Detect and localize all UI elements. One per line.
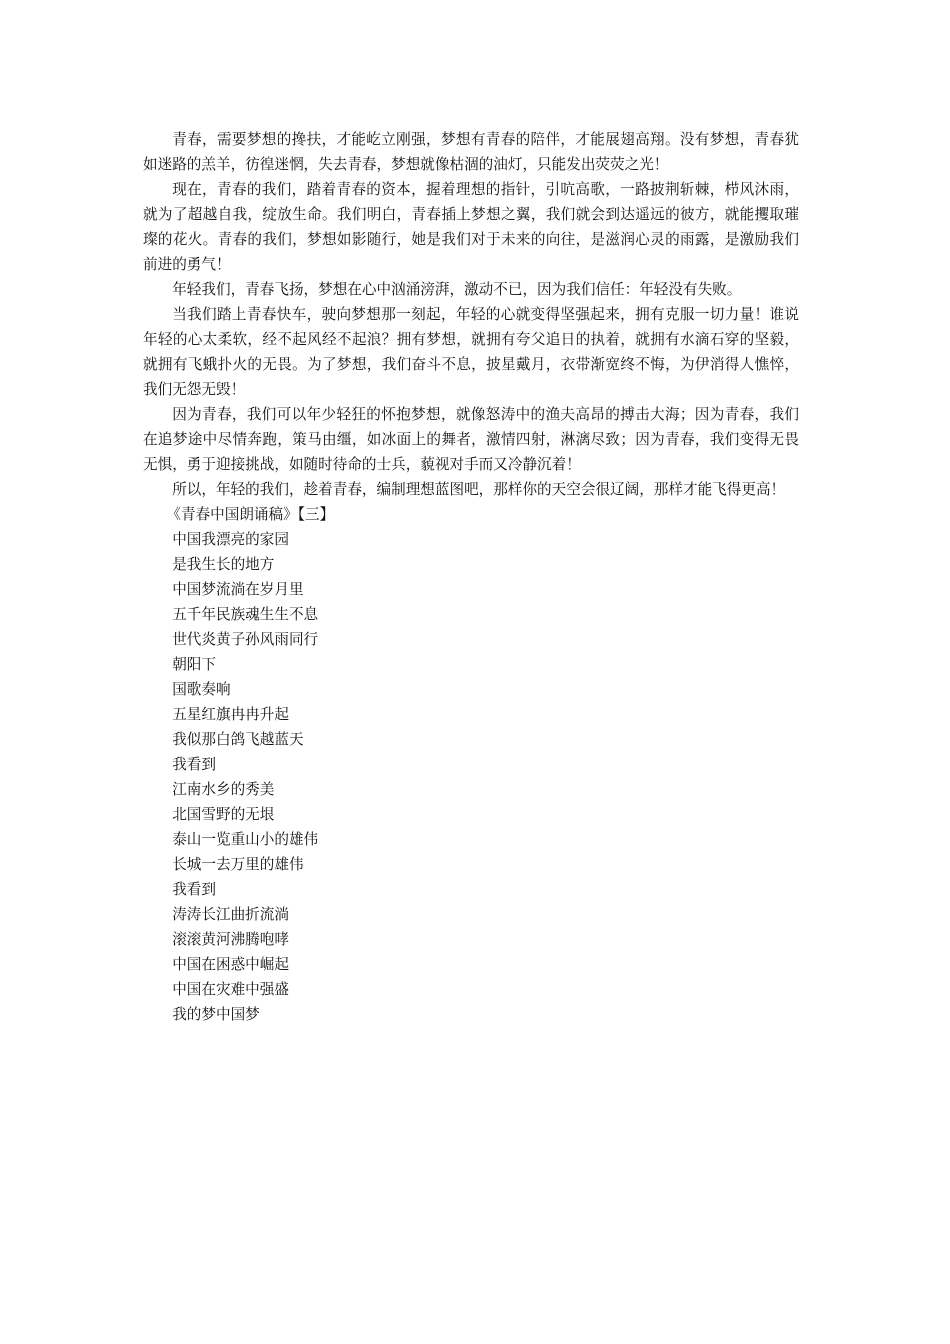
poem-line: 中国在困惑中崛起	[172, 956, 289, 973]
poem-line: 世代炎黄子孙风雨同行	[172, 631, 319, 648]
document-body	[143, 127, 799, 1027]
poem-line: 中国我漂亮的家园	[172, 531, 289, 548]
poem-line: 泰山一览重山小的雄伟	[172, 831, 319, 848]
paragraph: 因为青春，我们可以年少轻狂的怀抱梦想，就像怒涛中的渔夫高昂的搏击大海；因为青春，我们在追梦途中尽情奔跑，策马由缰，如冰面上的舞者，激情四射，淋漓尽致；因为青春，我们变得无畏无惧，勇于迎接挑战，如随时待命的士兵，藐视对手而又冷静沉着！	[143, 406, 799, 473]
poem-line: 五千年民族魂生生不息	[172, 606, 319, 623]
paragraph: 现在，青春的我们，踏着青春的资本，握着理想的指针，引吭高歌，一路披荆斩棘，栉风沐雨，就为了超越自我，绽放生命。我们明白，青春插上梦想之翼，我们就会到达遥远的彼方，就能攫取璀璨的花火。青春的我们，梦想如影随行，她是我们对于未来的向往，是滋润心灵的雨露，是激励我们前进的勇气！	[143, 181, 799, 273]
poem-line: 中国在灾难中强盛	[172, 981, 289, 998]
poem-line: 江南水乡的秀美	[172, 781, 275, 798]
poem-line: 中国梦流淌在岁月里	[172, 581, 304, 598]
poem-line: 国歌奏响	[172, 681, 231, 698]
paragraph: 年轻我们，青春飞扬，梦想在心中汹涌滂湃，激动不已，因为我们信任：年轻没有失败。	[172, 281, 742, 298]
poem-line: 我看到	[172, 756, 216, 773]
poem-line: 五星红旗冉冉升起	[172, 706, 289, 723]
poem-line: 北国雪野的无垠	[172, 806, 275, 823]
poem-title: 《青春中国朗诵稿》【三】	[166, 506, 335, 523]
poem-line: 涛涛长江曲折流淌	[172, 906, 289, 923]
paragraph: 所以，年轻的我们，趁着青春，编制理想蓝图吧，那样你的天空会很辽阔，那样才能飞得更高！	[172, 481, 786, 498]
paragraph: 青春，需要梦想的搀扶，才能屹立刚强，梦想有青春的陪伴，才能展翅高翔。没有梦想，青春犹如迷路的羔羊，彷徨迷惘，失去青春，梦想就像枯涸的油灯，只能发出荧荧之光！	[143, 131, 799, 173]
poem-line: 长城一去万里的雄伟	[172, 856, 304, 873]
poem-line: 滚滚黄河沸腾咆哮	[172, 931, 289, 948]
poem-line: 是我生长的地方	[172, 556, 275, 573]
poem-line: 我的梦中国梦	[172, 1006, 260, 1023]
poem-line: 我似那白鸽飞越蓝天	[172, 731, 304, 748]
poem-line: 朝阳下	[172, 656, 216, 673]
poem-line: 我看到	[172, 881, 216, 898]
paragraph: 当我们踏上青春快车，驶向梦想那一刻起，年轻的心就变得坚强起来，拥有克服一切力量！谁说年轻的心太柔软，经不起风经不起浪？拥有梦想，就拥有夸父追日的执着，就拥有水滴石穿的坚毅，就拥有飞蛾扑火的无畏。为了梦想，我们奋斗不息，披星戴月，衣带渐宽终不悔，为伊消得人憔悴，我们无怨无毁！	[143, 306, 799, 398]
